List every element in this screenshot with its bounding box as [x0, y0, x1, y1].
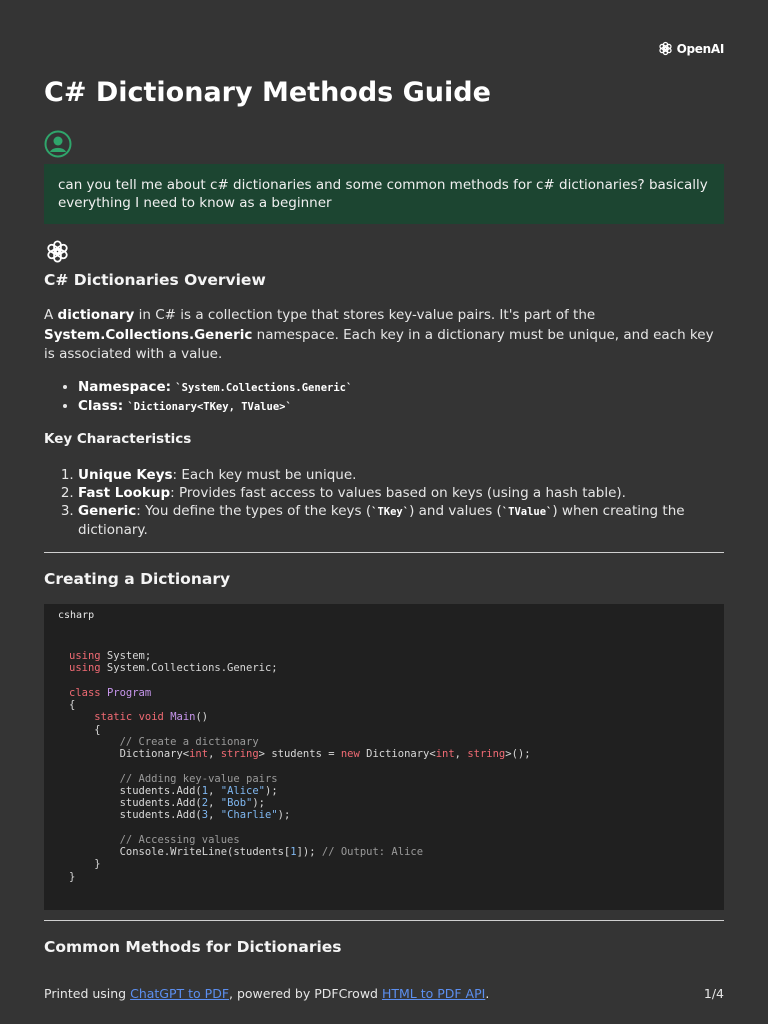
code-block[interactable] — [44, 604, 724, 910]
item-text: ) when creating the dictionary. — [78, 503, 685, 538]
item-text: : Provides fast access to values based on keys (using a hash table). — [170, 485, 626, 501]
intro-text-3: namespace. Each key in a dictionary must be unique, and each key is associated with a value. — [44, 326, 714, 362]
list-item — [78, 502, 724, 539]
creating-dictionary-heading: Creating a Dictionary — [44, 570, 231, 588]
overview-heading: C# Dictionaries Overview — [44, 271, 266, 289]
user-message: can you tell me about c# dictionaries and some common methods for c# dictionaries? basically everything I need to know as a beginner — [44, 164, 724, 224]
brand-name: OpenAI — [676, 41, 724, 56]
intro-bold-namespace: System.Collections.Generic — [44, 326, 253, 343]
chatgpt-avatar-icon — [44, 238, 71, 265]
bullet-label: Namespace: — [78, 379, 171, 395]
divider — [44, 552, 724, 553]
code-content: using System; using System.Collections.Generic; class Program { static void Main() { // Create a dictionary Dictionary<int, string> students = new Dictionary<int, string>(); // Adding key-value pairs students.Add(1, "Alice"); students.Add(2, "Bob"); students.Add(3, "Charlie"); // Accessing values Console.WriteLine(students[1]); // Output: Alice } } — [69, 650, 531, 883]
item-code-tvalue: `TValue` — [501, 506, 553, 518]
openai-brand — [657, 40, 724, 57]
footer-text: . — [485, 986, 490, 1001]
bullet-code: `System.Collections.Generic` — [175, 382, 353, 394]
intro-text-2: in C# is a collection type that stores key-value pairs. It's part of the — [134, 307, 596, 323]
intro-paragraph — [44, 306, 724, 365]
intro-bold-dictionary: dictionary — [57, 307, 135, 323]
overview-bullets — [44, 378, 724, 416]
user-avatar-icon — [44, 130, 72, 158]
item-label: Fast Lookup — [78, 485, 171, 501]
html-to-pdf-api-link[interactable]: HTML to PDF API — [381, 986, 486, 1001]
item-label: Unique Keys — [78, 467, 173, 483]
list-item — [78, 466, 724, 484]
page-title: C# Dictionary Methods Guide — [44, 77, 491, 108]
divider — [44, 920, 724, 921]
characteristics-list — [44, 466, 724, 539]
item-text: : Each key must be unique. — [172, 467, 357, 483]
item-code-tkey: `TKey` — [371, 506, 410, 518]
list-item — [78, 397, 724, 416]
item-text: ) and values ( — [409, 503, 502, 519]
code-language-label: csharp — [58, 610, 95, 621]
footer-text: , powered by PDFCrowd — [229, 986, 382, 1001]
print-footer — [44, 986, 724, 1001]
page-number: 1/4 — [703, 986, 724, 1001]
intro-text-1: A — [44, 307, 58, 323]
list-item — [78, 378, 724, 397]
footer-text: Printed using — [44, 986, 131, 1001]
bullet-code: `Dictionary<TKey, TValue>` — [127, 401, 292, 413]
item-label: Generic — [78, 503, 137, 519]
chatgpt-to-pdf-link[interactable]: ChatGPT to PDF — [130, 986, 230, 1001]
list-item — [78, 484, 724, 502]
common-methods-heading: Common Methods for Dictionaries — [44, 938, 342, 956]
openai-logo-icon — [657, 40, 674, 57]
bullet-label: Class: — [78, 398, 124, 414]
item-text: : You define the types of the keys ( — [136, 503, 372, 519]
key-characteristics-heading: Key Characteristics — [44, 431, 192, 447]
